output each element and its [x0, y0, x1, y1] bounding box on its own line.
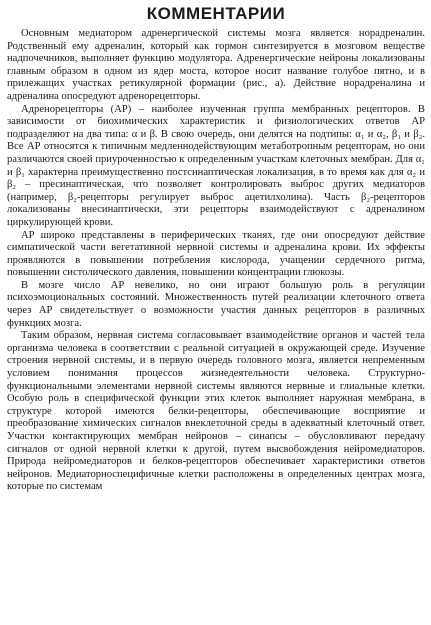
paragraph-summary: Таким образом, нервная система согласовывает взаимодействие органов и частей тела организма человека в соответствии с реальной ситуацией в окружающей среде. Изучение строения нервной системы, и в первую очередь головного мозга, является непременным условием понимания процессов жизнедеятельности человека. Структурно-функциональными элементами нервной системы являются нервные и глиальные клетки. Особую роль в специфической функции этих клеток выполняет наружная мембрана, в структуре которой имеются белки-рецепторы, обеспечивающие восприятие и преобразование химических сигналов внеклеточной среды в адекватный клеточный ответ. Участки контактирующих мембран нейронов – синапсы – обусловливают передачу сигналов от одной нервной клетки к другой, путем высвобождения нейромедиаторов. Природа нейромедиаторов и белков-рецепторов обеспечивает характеристики ответов нейронов. Медиаторноспецифичные клетки расположены в определенных центрах мозга, которые по системам — [7, 330, 425, 493]
paragraph-brain-receptors: В мозге число АР невелико, но они играют большую роль в регуляции психоэмоциональных состояний. Множественность путей реализации клеточного ответа через АР свидетельствует о возможности участия данных рецепторов в различных функциях мозга. — [7, 279, 425, 329]
paragraph-adrenergic-system: Основным медиатором адренергической системы мозга является норадреналин. Родственный ему адреналин, который как гормон синтезируется в мозговом веществе надпочечников, выполняет функцию модулятора. Адренергические нейроны локализованы главным образом в одном из ядер моста, которое носит название голубое пятно, и в прилежащих участках ретикулярной формации (рис., а). Действие норадреналина и адреналина опосредуют адренорецепторы. — [7, 28, 425, 102]
paragraph-adrenoreceptors: Адренорецепторы (АР) – наиболее изученная группа мембранных рецепторов. В зависимости от биохимических характеристик и физиологических ответов АР подразделяют на два типа: α и β. В свою очередь, они делятся на подтипы: α₁ и α₂, β₁ и β₂. Все АР относятся к типичным медленнодействующим метаботропным рецепторам, но они различаются своей приуроченностью к определенным участкам клеточных мембран. Для α₁ и β₁ характерна преимущественно постсинаптическая локализация, в то время как для α₂ и β₂ – пресинаптическая, что позволяет контролировать выброс других медиаторов (например, β₂-рецепторы регулирует выброс ацетилхолина). Часть β₂-рецепторов локализованы внесинаптически, эти рецепторы взаимодействуют с адреналином циркулирующей крови. — [7, 103, 425, 228]
paragraph-peripheral-tissues: АР широко представлены в периферических тканях, где они опосредуют действие симпатической части вегетативной нервной системы и адреналина крови. Их эффекты проявляются в повышении потребления кислорода, учащении сердечного ритма, повышении систолического давления, повышении концентрации глюкозы. — [7, 229, 425, 279]
page-title: КОММЕНТАРИИ — [146, 4, 286, 23]
